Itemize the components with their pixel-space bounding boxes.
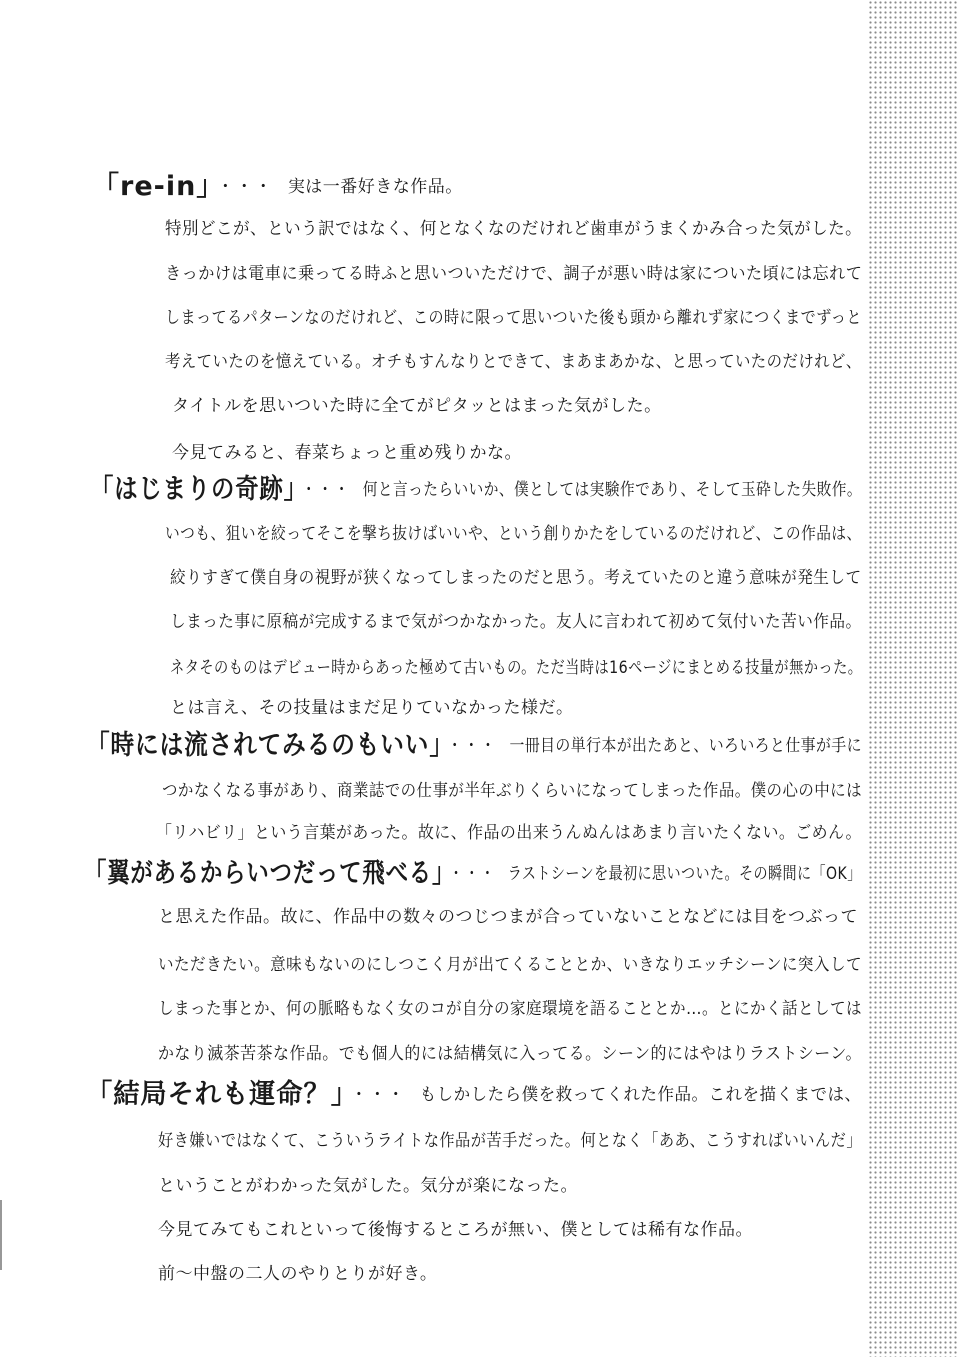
separator: ・・・: [350, 1085, 407, 1105]
comment-line: しまった事に原稿が完成するまで気がつかなかった。友人に言われて初めて気付いた苦い作品。: [170, 612, 862, 632]
comment-lead: 何と言ったらいいか、僕としては実験作であり、そして玉砕した失敗作。: [362, 480, 862, 500]
screentone-strip: [868, 0, 959, 1357]
comment-line: かなり滅茶苦茶な作品。でも個人的には結構気に入ってる。シーン的にはやはりラストシーン。: [158, 1044, 862, 1064]
comment-line: 前～中盤の二人のやりとりが好き。: [158, 1264, 438, 1284]
separator: ・・・: [216, 177, 274, 197]
work-title: 「翼があるからいつだって飛べる」: [84, 858, 444, 889]
comment-line: 特別どこが、という訳ではなく、何となくなのだけれど歯車がうまくかみ合った気がした。: [165, 219, 863, 239]
work-title: 「re-in」: [92, 171, 211, 202]
comment-line: いつも、狙いを絞ってそこを撃ち抜けばいいや、という創りかたをしているのだけれど、この作品は、: [165, 524, 862, 544]
work-title: 「はじまりの奇跡」: [90, 474, 297, 505]
separator: ・・・: [301, 480, 351, 500]
comment-lead: 実は一番好きな作品。: [287, 177, 463, 197]
comment-line: タイトルを思いついた時に全てがピタッとはまった気がした。: [172, 396, 662, 416]
separator: ・・・: [447, 736, 498, 756]
comment-line: きっかけは電車に乗ってる時ふと思いついただけで、調子が悪い時は家についた頃には忘れて: [165, 264, 863, 284]
section-heading: [86, 730, 862, 762]
comment-line: ということがわかった気がした。気分が楽になった。: [158, 1176, 578, 1196]
section-heading: [90, 474, 862, 506]
section-heading: [84, 858, 862, 890]
comment-line: しまってるパターンなのだけれど、この時に限って思いついた後も頭から離れず家につくまでずっと: [165, 308, 862, 328]
work-title: 「時には流されてみるのもいい」: [86, 730, 443, 761]
scan-edge-mark: [0, 1200, 8, 1270]
comment-line: 今見てみてもこれといって後悔するところが無い、僕としては稀有な作品。: [158, 1220, 753, 1240]
comment-line: ネタそのものはデビュー時からあった極めて古いもの。ただ当時は16ページにまとめる技量が無かった。: [170, 658, 863, 678]
comment-line: 考えていたのを憶えている。オチもすんなりとできて、まあまあかな、と思っていたのだけれど、: [165, 352, 862, 372]
comment-line: 「リハビリ」という言葉があった。故に、作品の出来うんぬんはあまり言いたくない。ごめん。: [156, 823, 862, 843]
comment-line: しまった事とか、何の脈略もなく女のコが自分の家庭環境を語ることとか…。とにかく話としては: [158, 999, 863, 1019]
separator: ・・・: [448, 864, 497, 884]
comment-line: とは言え、その技量はまだ足りていなかった様だ。: [170, 698, 574, 718]
comment-line: と思えた作品。故に、作品中の数々のつじつまが合っていないことなどには目をつぶって: [158, 907, 858, 927]
comment-line: いただきたい。意味もないのにしつこく月が出てくることとか、いきなりエッチシーンに突入して: [158, 955, 863, 975]
comment-lead: もしかしたら僕を救ってくれた作品。これを描くまでは、: [419, 1085, 862, 1105]
work-title: 「結局それも運命？」: [86, 1079, 345, 1110]
comment-line: 今見てみると、春菜ちょっと重め残りかな。: [172, 443, 522, 463]
section-heading: [86, 1079, 862, 1111]
comment-line: 絞りすぎて僕自身の視野が狭くなってしまったのだと思う。考えていたのと違う意味が発生して: [170, 568, 862, 588]
comment-lead: ラストシーンを最初に思いついた。その瞬間に「OK」: [507, 864, 862, 884]
comment-line: つかなくなる事があり、商業誌での仕事が半年ぶりくらいになってしまった作品。僕の心の中には: [162, 781, 863, 801]
comment-line: 好き嫌いではなくて、こういうライトな作品が苦手だった。何となく「ああ、こうすればいいんだ」: [158, 1131, 862, 1151]
section-heading: [92, 171, 463, 203]
comment-lead: 一冊目の単行本が出たあと、いろいろと仕事が手に: [509, 736, 862, 756]
